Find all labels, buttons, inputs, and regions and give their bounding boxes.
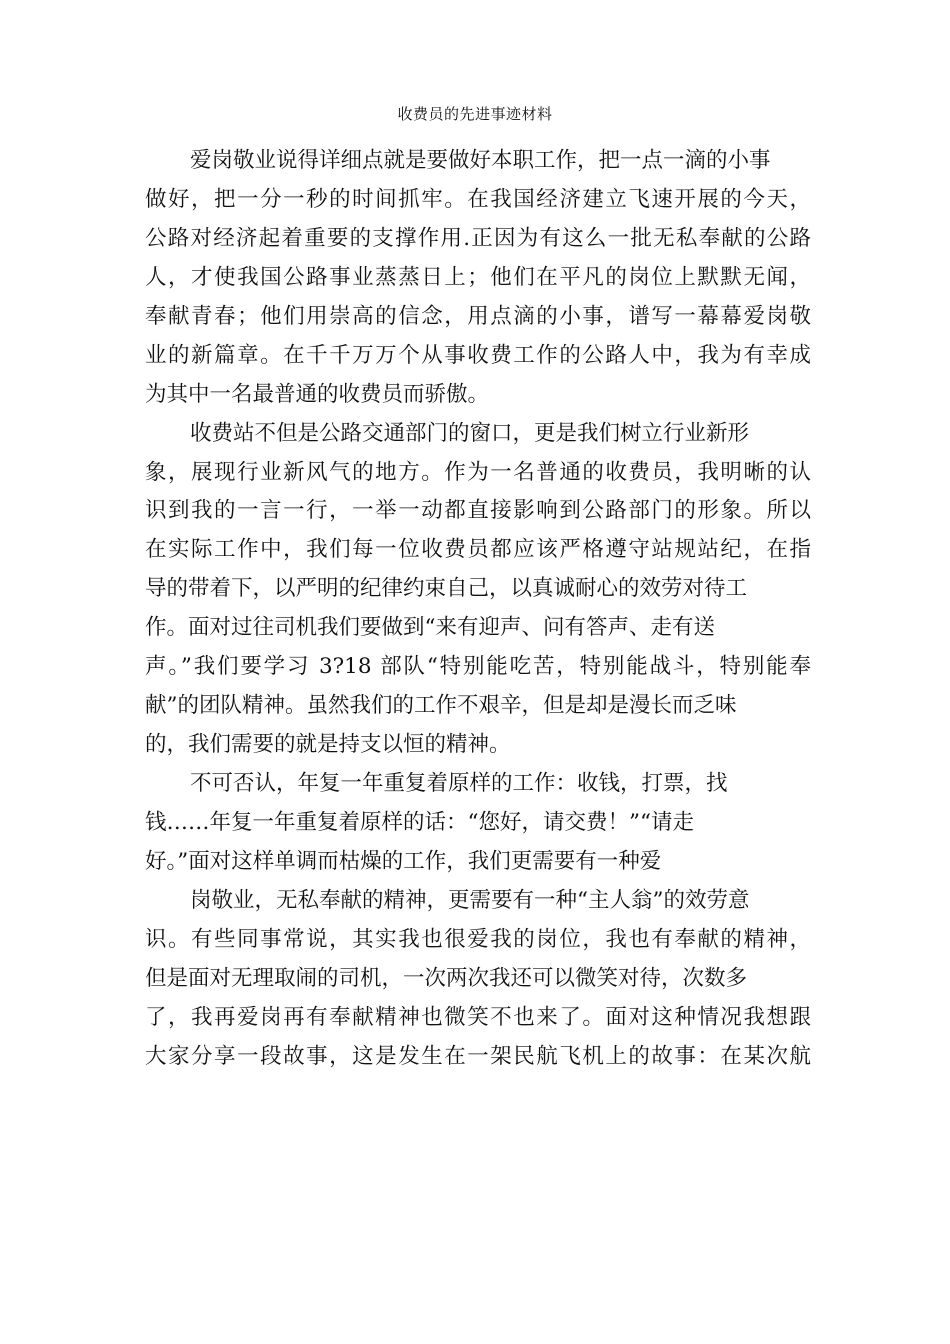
body-line: 公路对经济起着重要的支撑作用.正因为有这么一批无私奉献的公路 — [145, 225, 811, 251]
body-line: 岗敬业，无私奉献的精神，更需要有一种“主人翁”的效劳意 — [190, 887, 750, 913]
body-line: 识到我的一言一行，一举一动都直接影响到公路部门的形象。所以 — [145, 498, 811, 524]
body-line: 导的带着下，以严明的纪律约束自己，以真诚耐心的效劳对待工 — [145, 576, 748, 602]
body-line: 好。”面对这样单调而枯燥的工作，我们更需要有一种爱 — [145, 848, 662, 874]
body-line: 做好，把一分一秒的时间抓牢。在我国经济建立飞速开展的今天， — [145, 186, 811, 212]
body-line: 献”的团队精神。虽然我们的工作不艰辛，但是却是漫长而乏味 — [145, 693, 737, 719]
body-line: 了，我再爱岗再有奉献精神也微笑不也来了。面对这种情况我想跟 — [145, 1004, 811, 1030]
body-line: 的，我们需要的就是持支以恒的精神。 — [145, 732, 511, 758]
body-line: 大家分享一段故事，这是发生在一架民航飞机上的故事：在某次航 — [145, 1043, 811, 1069]
document-body — [145, 142, 811, 1077]
body-line: 奉献青春；他们用崇高的信念，用点滴的小事，谱写一幕幕爱岗敬 — [145, 303, 811, 329]
body-line: 爱岗敬业说得详细点就是要做好本职工作，把一点一滴的小事 — [190, 148, 771, 173]
body-line: 识。有些同事常说，其实我也很爱我的岗位，我也有奉献的精神， — [145, 926, 811, 952]
body-line: 钱……年复一年重复着原样的话：“您好，请交费！”“请走 — [145, 809, 694, 835]
body-line: 但是面对无理取闹的司机，一次两次我还可以微笑对待，次数多 — [145, 965, 748, 991]
body-line: 收费站不但是公路交通部门的窗口，更是我们树立行业新形 — [190, 420, 750, 446]
body-line: 作。面对过往司机我们要做到“来有迎声、问有答声、走有送 — [145, 615, 715, 641]
document-title: 收费员的先进事迹材料 — [397, 105, 553, 123]
body-line: 象，展现行业新风气的地方。作为一名普通的收费员，我明晰的认 — [145, 459, 811, 485]
body-line: 不可否认，年复一年重复着原样的工作：收钱，打票，找 — [190, 771, 728, 796]
body-line: 为其中一名最普通的收费员而骄傲。 — [145, 381, 490, 407]
body-line: 在实际工作中，我们每一位收费员都应该严格遵守站规站纪，在指 — [145, 537, 811, 563]
body-line: 人，才使我国公路事业蒸蒸日上；他们在平凡的岗位上默默无闻， — [145, 264, 811, 290]
body-line: 业的新篇章。在千千万万个从事收费工作的公路人中，我为有幸成 — [145, 342, 811, 368]
body-line: 声。”我们要学习 3?18 部队“特别能吃苦，特别能战斗，特别能奉 — [145, 654, 811, 680]
